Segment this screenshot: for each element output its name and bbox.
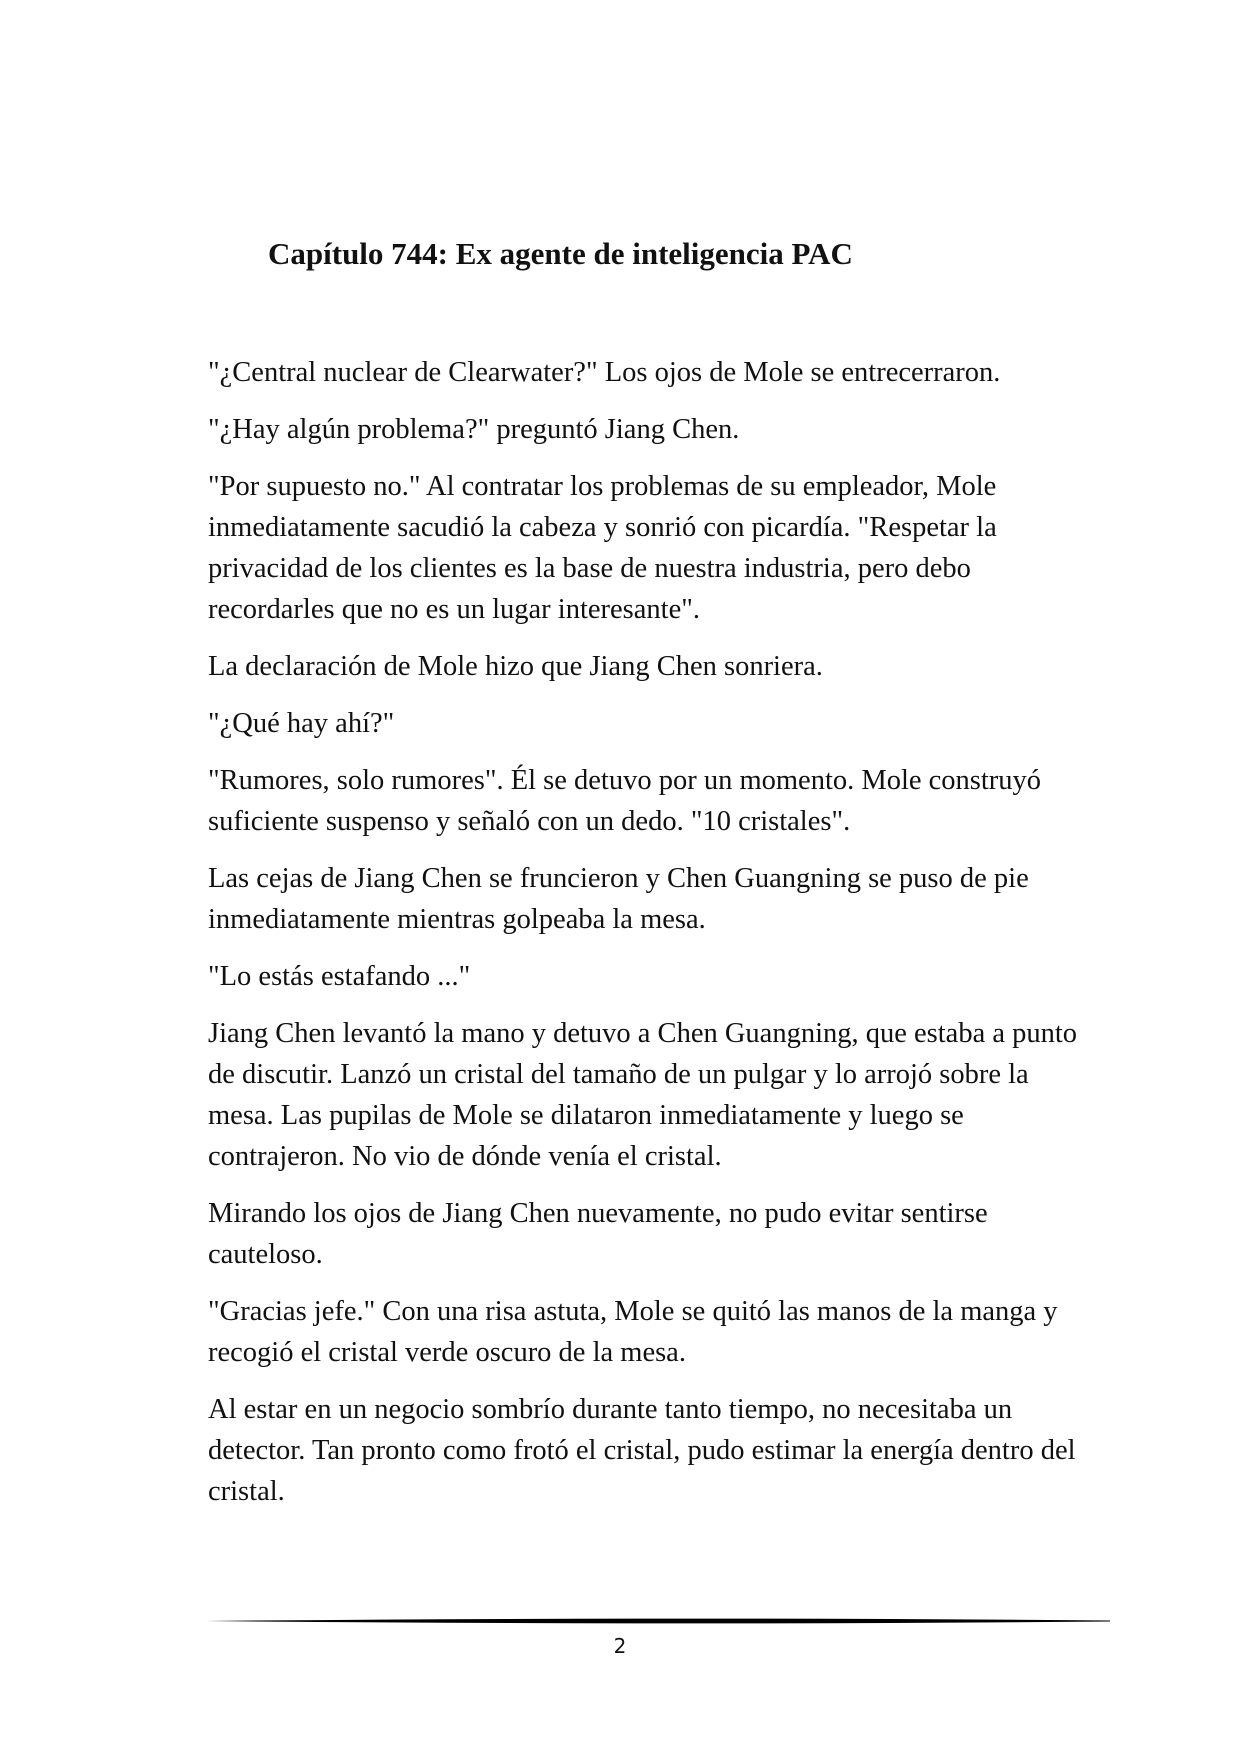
- paragraph: Jiang Chen levantó la mano y detuvo a Chen Guangning, que estaba a punto de discutir. Lanzó un cristal del tamaño de un pulgar y lo arrojó sobre la mesa. Las pupilas de Mole se dilataron inmediatamente y luego se contrajeron. No vio de dónde venía el cristal.: [208, 1018, 1078, 1172]
- paragraph: Mirando los ojos de Jiang Chen nuevamente, no pudo evitar sentirse cauteloso.: [208, 1198, 988, 1270]
- footer-rule-line: [206, 1619, 1110, 1624]
- paragraph: "¿Qué hay ahí?": [208, 708, 395, 739]
- paragraph: "Lo estás estafando ...": [208, 961, 471, 992]
- paragraph: "Rumores, solo rumores". Él se detuvo por un momento. Mole construyó suficiente suspenso y señaló con un dedo. "10 cristales".: [208, 765, 1042, 837]
- paragraph: Al estar en un negocio sombrío durante tanto tiempo, no necesitaba un detector. Tan pronto como frotó el cristal, pudo estimar la energía dentro del cristal.: [208, 1394, 1076, 1507]
- paragraph: "Por supuesto no." Al contratar los problemas de su empleador, Mole inmediatamente sacudió la cabeza y sonrió con picardía. "Respetar la privacidad de los clientes es la base de nuestra industria, pero debo recordarles que no es un lugar interesante".: [208, 471, 997, 625]
- paragraph: La declaración de Mole hizo que Jiang Chen sonriera.: [208, 651, 823, 682]
- paragraph: "Gracias jefe." Con una risa astuta, Mole se quitó las manos de la manga y recogió el cristal verde oscuro de la mesa.: [208, 1296, 1058, 1368]
- footer-rule: [206, 1614, 1110, 1628]
- chapter-title: Capítulo 744: Ex agente de inteligencia PAC: [268, 236, 853, 271]
- page-number: 2: [613, 1634, 627, 1658]
- paragraph: Las cejas de Jiang Chen se fruncieron y Chen Guangning se puso de pie inmediatamente mientras golpeaba la mesa.: [208, 863, 1029, 935]
- paragraph: "¿Central nuclear de Clearwater?" Los ojos de Mole se entrecerraron.: [208, 357, 1001, 388]
- body-text: [208, 352, 1078, 1528]
- paragraph: "¿Hay algún problema?" preguntó Jiang Chen.: [208, 414, 740, 445]
